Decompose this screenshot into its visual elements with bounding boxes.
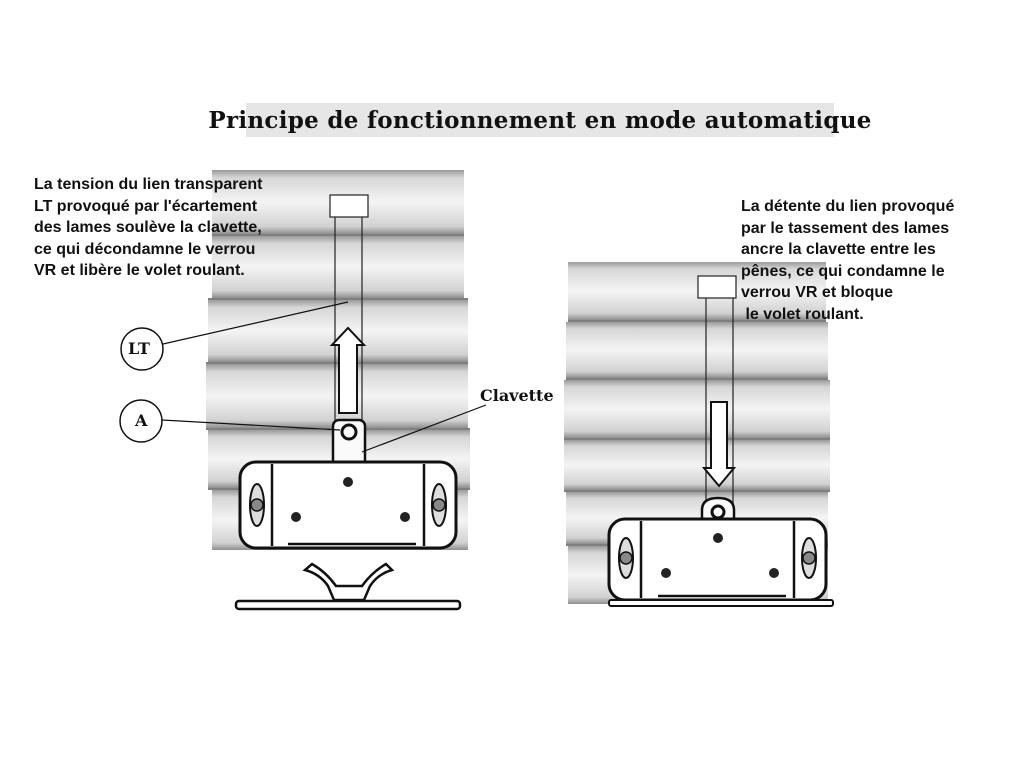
clavette-label: Clavette <box>480 386 554 405</box>
left-lock-body <box>240 462 456 548</box>
left-caption-line: La tension du lien transparent <box>34 176 263 193</box>
right-caption-line: verrou VR et bloque <box>741 284 894 301</box>
lt-label: LT <box>128 339 150 358</box>
right-caption-line: ancre la clavette entre les <box>741 241 936 258</box>
right-caption-line: La détente du lien provoqué <box>741 198 955 215</box>
left-caption-line: des lames soulève la clavette, <box>34 219 262 236</box>
left-caption-line: ce qui décondamne le verrou <box>34 240 256 258</box>
page-title: Principe de fonctionnement en mode automatique <box>246 103 834 137</box>
right-lock-body <box>609 519 833 606</box>
right-caption-line: pênes, ce qui condamne le <box>741 262 945 280</box>
a-label: A <box>135 411 148 430</box>
right-caption-line: le volet roulant. <box>741 305 864 323</box>
right-caption-line: par le tassement des lames <box>741 219 950 237</box>
left-keeper-latch <box>236 564 460 609</box>
left-caption <box>34 174 262 282</box>
left-caption-line: VR et libère le volet roulant. <box>34 262 245 279</box>
left-caption-line: LT provoqué par l'écartement <box>34 197 258 215</box>
right-caption <box>741 196 954 325</box>
